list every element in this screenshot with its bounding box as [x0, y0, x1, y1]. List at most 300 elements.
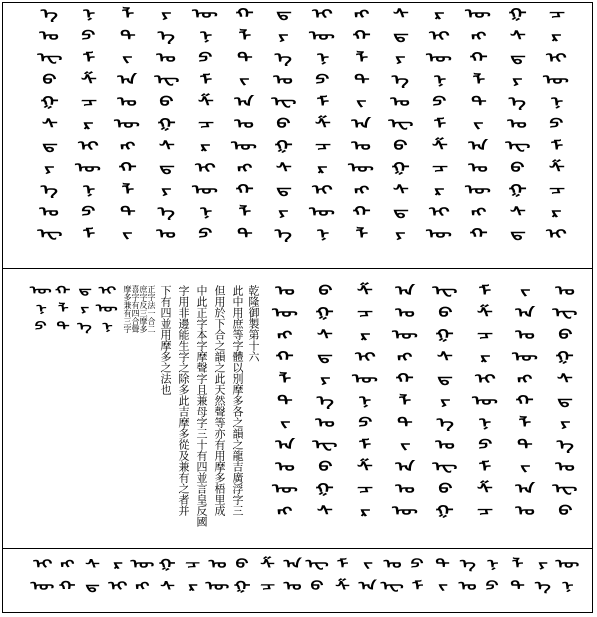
script-glyph: ᠨ	[433, 73, 446, 88]
script-glyph: ᠯ	[238, 29, 251, 44]
script-column	[305, 285, 345, 527]
script-glyph: ᠤ	[555, 284, 575, 299]
script-glyph: ᠣ	[283, 579, 302, 593]
script-glyph: ᠪ	[276, 117, 291, 132]
script-glyph: ᠱ	[314, 117, 331, 132]
script-glyph: ᠯ	[121, 7, 134, 22]
script-glyph: ᠧ	[312, 438, 338, 453]
script-glyph: ᠣ	[208, 557, 227, 571]
script-column	[420, 8, 459, 250]
script-glyph: ᠵ	[122, 51, 133, 66]
script-glyph: ᠧ	[154, 73, 179, 88]
script-glyph: ᠪ	[310, 579, 325, 593]
script-glyph: ᠭ	[508, 7, 527, 22]
script-glyph: ᠫ	[486, 579, 499, 593]
script-column	[105, 558, 130, 602]
script-glyph: ᠳ	[509, 227, 526, 242]
script-glyph: ᠥ	[426, 227, 453, 242]
script-glyph: ᠢ	[312, 7, 333, 22]
script-column	[225, 8, 264, 250]
script-glyph: ᠪ	[557, 504, 573, 519]
script-column	[545, 285, 585, 527]
script-glyph: ᠰ	[41, 117, 58, 132]
script-glyph: ᠱ	[477, 482, 493, 497]
script-glyph: ᠭ	[234, 579, 251, 593]
script-glyph: ᠨ	[82, 183, 95, 198]
script-glyph: ᠠ	[283, 557, 302, 571]
script-glyph: ᠭ	[508, 183, 527, 198]
script-glyph: ᠵ	[519, 284, 531, 299]
script-glyph: ᠬ	[352, 205, 371, 220]
script-glyph: ᠨ	[316, 51, 329, 66]
vertical-line-5: 字用非邊能生字之除多此吉摩多從及兼有之者并	[177, 285, 190, 516]
script-glyph: ᠪ	[437, 482, 453, 497]
script-glyph: ᠮ	[478, 284, 492, 299]
script-glyph: ᠠ	[395, 460, 415, 475]
script-glyph: ᠲ	[277, 394, 293, 409]
script-glyph: ᠩ	[277, 328, 293, 343]
script-glyph: ᠧ	[432, 284, 458, 299]
script-column	[265, 285, 305, 527]
script-glyph: ᠯ	[355, 51, 368, 66]
script-glyph: ᠣ	[395, 482, 415, 497]
script-glyph: ᠲ	[119, 29, 136, 44]
script-glyph: ᠱ	[80, 73, 97, 88]
script-glyph: ᠨ	[478, 416, 492, 431]
script-glyph: ᠫ	[315, 73, 330, 88]
script-column	[505, 558, 530, 602]
script-glyph: ᠦ	[272, 306, 298, 321]
script-glyph: ᠫ	[198, 51, 213, 66]
script-glyph: ᠵ	[519, 460, 531, 475]
script-glyph: ᠬ	[276, 350, 294, 365]
vertical-line-2: 此中用庶等字體以別摩多各之韻之龍吉廣浮字三	[231, 285, 244, 516]
script-glyph: ᠥ	[75, 161, 102, 176]
script-glyph: ᠩ	[353, 183, 370, 198]
script-glyph: ᠰ	[509, 29, 526, 44]
script-glyph: ᠲ	[353, 73, 370, 88]
script-glyph: ᠩ	[353, 7, 370, 22]
script-glyph: ᠲ	[510, 579, 525, 593]
script-glyph: ᠧ	[271, 95, 296, 110]
script-glyph: ᠭ	[391, 161, 410, 176]
script-glyph: ᠶ	[80, 302, 90, 315]
script-glyph: ᠳ	[158, 161, 175, 176]
script-glyph: ᠡ	[274, 51, 293, 66]
script-column	[205, 558, 230, 602]
script-glyph: ᠪ	[235, 557, 250, 571]
script-column	[255, 558, 280, 602]
script-glyph: ᠴ	[260, 579, 275, 593]
script-glyph: ᠤ	[458, 579, 477, 593]
script-glyph: ᠷ	[317, 161, 328, 176]
script-glyph: ᠥ	[472, 394, 498, 409]
script-glyph: ᠦ	[392, 328, 418, 343]
script-glyph: ᠦ	[130, 557, 155, 571]
script-glyph: ᠫ	[432, 95, 447, 110]
script-glyph: ᠢ	[312, 183, 333, 198]
script-glyph: ᠤ	[39, 29, 60, 44]
script-glyph: ᠨ	[199, 29, 212, 44]
script-glyph: ᠣ	[234, 117, 255, 132]
script-glyph: ᠥ	[352, 372, 378, 387]
script-glyph: ᠨ	[316, 227, 329, 242]
script-glyph: ᠩ	[119, 139, 136, 154]
script-glyph: ᠩ	[470, 29, 487, 44]
script-glyph: ᠷ	[112, 557, 123, 571]
script-glyph: ᠦ	[465, 7, 492, 22]
lower-section-divider	[2, 548, 593, 549]
script-glyph: ᠷ	[83, 117, 94, 132]
script-column	[505, 285, 545, 527]
script-glyph: ᠳ	[85, 579, 100, 593]
script-glyph: ᠩ	[397, 350, 413, 365]
script-glyph: ᠶ	[559, 416, 571, 431]
script-glyph: ᠲ	[470, 95, 487, 110]
script-glyph: ᠴ	[431, 161, 448, 176]
script-glyph: ᠥ	[192, 7, 219, 22]
script-glyph: ᠱ	[357, 284, 373, 299]
upper-script-table	[30, 8, 580, 258]
script-glyph: ᠷ	[434, 7, 445, 22]
script-glyph: ᠮ	[82, 227, 95, 242]
script-glyph: ᠧ	[305, 557, 330, 571]
vertical-line-4: 中此正字本字摩聲字且兼母字三十有四並言皇反國	[195, 285, 208, 527]
script-column	[280, 558, 305, 602]
script-glyph: ᠣ	[515, 504, 535, 519]
script-glyph: ᠭ	[556, 350, 574, 365]
script-glyph: ᠫ	[477, 438, 493, 453]
side-note-2: 庶字反三摩多	[139, 285, 148, 333]
script-glyph: ᠬ	[516, 394, 534, 409]
script-glyph: ᠪ	[317, 284, 333, 299]
script-glyph: ᠣ	[275, 284, 295, 299]
upper-section-divider	[2, 268, 593, 269]
script-glyph: ᠨ	[550, 95, 563, 110]
script-glyph: ᠢ	[546, 51, 567, 66]
script-glyph: ᠢ	[32, 557, 53, 571]
script-glyph: ᠭ	[274, 139, 293, 154]
side-note-3: 喜字有四合聲	[131, 285, 140, 333]
script-glyph: ᠭ	[316, 306, 334, 321]
script-glyph: ᠨ	[101, 320, 113, 333]
script-glyph: ᠬ	[352, 29, 371, 44]
script-glyph: ᠯ	[518, 416, 532, 431]
script-glyph: ᠰ	[317, 504, 333, 519]
script-glyph: ᠲ	[435, 557, 450, 571]
script-glyph: ᠦ	[348, 161, 375, 176]
script-glyph: ᠰ	[437, 350, 453, 365]
script-glyph: ᠤ	[39, 205, 60, 220]
script-glyph: ᠰ	[557, 372, 573, 387]
script-glyph: ᠫ	[411, 557, 424, 571]
script-glyph: ᠪ	[437, 306, 453, 321]
script-glyph: ᠧ	[552, 482, 578, 497]
script-glyph: ᠬ	[235, 7, 254, 22]
script-glyph: ᠪ	[42, 73, 57, 88]
script-column	[530, 558, 555, 602]
script-column	[155, 558, 180, 602]
script-glyph: ᠲ	[236, 51, 253, 66]
script-glyph: ᠢ	[429, 205, 450, 220]
script-glyph: ᠭ	[159, 557, 176, 571]
script-glyph: ᠴ	[548, 183, 565, 198]
script-glyph: ᠨ	[358, 394, 372, 409]
script-glyph: ᠰ	[509, 205, 526, 220]
script-glyph: ᠭ	[40, 95, 59, 110]
script-glyph: ᠷ	[187, 579, 198, 593]
script-glyph: ᠫ	[81, 205, 96, 220]
script-glyph: ᠤ	[273, 73, 294, 88]
script-glyph: ᠶ	[439, 394, 451, 409]
script-glyph: ᠤ	[383, 557, 402, 571]
script-glyph: ᠥ	[30, 284, 52, 297]
script-glyph: ᠰ	[275, 161, 292, 176]
script-glyph: ᠤ	[156, 51, 177, 66]
script-glyph: ᠡ	[40, 7, 59, 22]
script-glyph: ᠩ	[470, 205, 487, 220]
script-column	[537, 8, 576, 250]
script-glyph: ᠣ	[275, 460, 295, 475]
script-glyph: ᠯ	[278, 372, 292, 387]
script-glyph: ᠣ	[395, 306, 415, 321]
script-glyph: ᠶ	[512, 73, 523, 88]
script-glyph: ᠭ	[157, 117, 176, 132]
script-glyph: ᠵ	[279, 416, 291, 431]
script-glyph: ᠵ	[399, 438, 411, 453]
script-column	[480, 558, 505, 602]
script-glyph: ᠤ	[435, 438, 455, 453]
script-glyph: ᠨ	[35, 302, 47, 315]
script-glyph: ᠶ	[161, 183, 172, 198]
script-glyph: ᠫ	[35, 320, 47, 333]
script-glyph: ᠦ	[114, 117, 141, 132]
script-glyph: ᠳ	[557, 394, 573, 409]
script-glyph: ᠬ	[396, 372, 414, 387]
script-glyph: ᠮ	[336, 557, 349, 571]
script-glyph: ᠵ	[362, 557, 373, 571]
script-glyph: ᠥ	[30, 579, 55, 593]
script-glyph: ᠭ	[436, 328, 454, 343]
script-glyph: ᠪ	[510, 161, 525, 176]
script-glyph: ᠮ	[358, 438, 372, 453]
script-glyph: ᠡ	[40, 183, 59, 198]
script-glyph: ᠵ	[239, 73, 250, 88]
script-glyph: ᠤ	[156, 227, 177, 242]
script-glyph: ᠬ	[59, 579, 76, 593]
script-glyph: ᠡ	[77, 320, 93, 333]
script-glyph: ᠡ	[556, 438, 574, 453]
side-note-4: 摩多兼有三字	[123, 285, 132, 333]
script-glyph: ᠢ	[474, 372, 496, 387]
script-glyph: ᠭ	[316, 482, 334, 497]
script-column	[108, 8, 147, 250]
chinese-vertical-text-block	[120, 285, 260, 535]
script-glyph: ᠲ	[517, 438, 533, 453]
script-glyph: ᠴ	[548, 7, 565, 22]
script-column	[498, 8, 537, 250]
script-glyph: ᠷ	[200, 139, 211, 154]
script-glyph: ᠴ	[477, 504, 493, 519]
script-column	[30, 8, 69, 250]
script-glyph: ᠣ	[117, 95, 138, 110]
script-glyph: ᠱ	[431, 139, 448, 154]
lower-right-script-table	[265, 285, 583, 535]
script-glyph: ᠯ	[472, 73, 485, 88]
vertical-line-1: 乾隆御製第十六	[247, 285, 260, 362]
script-glyph: ᠶ	[278, 29, 289, 44]
script-glyph: ᠳ	[41, 139, 58, 154]
script-glyph: ᠠ	[468, 139, 489, 154]
script-column	[385, 285, 425, 527]
script-glyph: ᠲ	[119, 205, 136, 220]
script-glyph: ᠱ	[548, 161, 565, 176]
script-glyph: ᠡ	[534, 579, 551, 593]
script-glyph: ᠱ	[477, 306, 493, 321]
script-glyph: ᠳ	[437, 372, 453, 387]
script-column	[381, 8, 420, 250]
script-glyph: ᠥ	[309, 29, 336, 44]
script-glyph: ᠧ	[505, 139, 530, 154]
script-column	[147, 8, 186, 250]
script-glyph: ᠮ	[316, 95, 329, 110]
script-glyph: ᠨ	[82, 7, 95, 22]
script-glyph: ᠴ	[197, 117, 214, 132]
script-glyph: ᠵ	[356, 95, 367, 110]
script-glyph: ᠥ	[555, 557, 580, 571]
script-column	[74, 285, 96, 339]
script-glyph: ᠧ	[37, 227, 62, 242]
script-glyph: ᠷ	[479, 350, 491, 365]
script-glyph: ᠲ	[236, 227, 253, 242]
script-glyph: ᠢ	[107, 579, 128, 593]
script-glyph: ᠡ	[508, 95, 527, 110]
script-glyph: ᠩ	[60, 557, 75, 571]
script-column	[430, 558, 455, 602]
script-glyph: ᠴ	[185, 557, 200, 571]
script-glyph: ᠠ	[515, 482, 535, 497]
script-glyph: ᠠ	[515, 306, 535, 321]
script-glyph: ᠥ	[309, 205, 336, 220]
script-glyph: ᠨ	[486, 557, 499, 571]
script-glyph: ᠱ	[197, 95, 214, 110]
script-column	[459, 8, 498, 250]
script-glyph: ᠠ	[234, 95, 255, 110]
script-glyph: ᠩ	[517, 372, 533, 387]
script-glyph: ᠯ	[511, 557, 524, 571]
script-glyph: ᠦ	[205, 579, 230, 593]
script-glyph: ᠷ	[359, 504, 371, 519]
script-glyph: ᠴ	[314, 139, 331, 154]
script-glyph: ᠱ	[357, 460, 373, 475]
script-glyph: ᠶ	[161, 7, 172, 22]
script-glyph: ᠠ	[275, 438, 295, 453]
script-glyph: ᠮ	[478, 460, 492, 475]
script-glyph: ᠩ	[277, 504, 293, 519]
script-glyph: ᠤ	[315, 416, 335, 431]
script-column	[455, 558, 480, 602]
script-glyph: ᠦ	[231, 139, 258, 154]
script-column	[303, 8, 342, 250]
script-glyph: ᠧ	[552, 306, 578, 321]
script-glyph: ᠴ	[357, 306, 373, 321]
script-glyph: ᠲ	[56, 320, 70, 333]
script-glyph: ᠴ	[477, 328, 493, 343]
script-glyph: ᠨ	[199, 205, 212, 220]
script-glyph: ᠩ	[236, 161, 253, 176]
script-glyph: ᠧ	[388, 117, 413, 132]
script-glyph: ᠯ	[398, 394, 412, 409]
script-column	[380, 558, 405, 602]
script-glyph: ᠧ	[432, 460, 458, 475]
script-column	[264, 8, 303, 250]
script-glyph: ᠬ	[469, 227, 488, 242]
script-glyph: ᠧ	[37, 51, 62, 66]
script-glyph: ᠢ	[546, 227, 567, 242]
script-glyph: ᠶ	[537, 557, 548, 571]
script-glyph: ᠡ	[391, 73, 410, 88]
script-glyph: ᠠ	[395, 284, 415, 299]
script-glyph: ᠶ	[395, 51, 406, 66]
script-glyph: ᠮ	[550, 139, 563, 154]
script-glyph: ᠡ	[316, 394, 334, 409]
script-glyph: ᠧ	[380, 579, 405, 593]
script-glyph: ᠠ	[358, 579, 377, 593]
script-glyph: ᠫ	[198, 227, 213, 242]
script-glyph: ᠫ	[81, 29, 96, 44]
script-glyph: ᠰ	[85, 557, 100, 571]
script-glyph: ᠡ	[436, 416, 454, 431]
vertical-line-6: 下有四並用摩多之法也	[159, 285, 172, 395]
script-column	[305, 558, 330, 602]
script-glyph: ᠯ	[355, 227, 368, 242]
script-glyph: ᠤ	[507, 117, 528, 132]
script-column	[30, 558, 55, 602]
script-glyph: ᠦ	[465, 183, 492, 198]
script-column	[130, 558, 155, 602]
script-glyph: ᠶ	[278, 205, 289, 220]
script-column	[55, 558, 80, 602]
script-glyph: ᠷ	[359, 328, 371, 343]
script-glyph: ᠷ	[434, 183, 445, 198]
script-glyph: ᠷ	[551, 29, 562, 44]
script-glyph: ᠯ	[121, 183, 134, 198]
script-glyph: ᠦ	[272, 482, 298, 497]
side-note-1: 正字法一合二	[147, 285, 156, 333]
vertical-line-3: 但用於下合之韻之此天然聲等亦有用摩多梧里成	[213, 285, 226, 516]
script-glyph: ᠮ	[199, 73, 212, 88]
script-column	[180, 558, 205, 602]
script-glyph: ᠦ	[392, 504, 418, 519]
script-column	[52, 285, 74, 339]
script-glyph: ᠴ	[357, 482, 373, 497]
lower-left-script-block	[30, 285, 120, 345]
script-glyph: ᠫ	[549, 117, 564, 132]
script-glyph: ᠨ	[561, 579, 574, 593]
script-glyph: ᠩ	[135, 579, 150, 593]
script-glyph: ᠵ	[437, 579, 448, 593]
script-glyph: ᠮ	[82, 51, 95, 66]
script-glyph: ᠥ	[543, 73, 570, 88]
script-glyph: ᠮ	[433, 117, 446, 132]
script-glyph: ᠰ	[160, 579, 175, 593]
script-column	[342, 8, 381, 250]
script-glyph: ᠱ	[260, 557, 275, 571]
script-glyph: ᠢ	[98, 284, 116, 297]
script-glyph: ᠷ	[551, 205, 562, 220]
script-glyph: ᠵ	[473, 117, 484, 132]
script-glyph: ᠡ	[157, 205, 176, 220]
